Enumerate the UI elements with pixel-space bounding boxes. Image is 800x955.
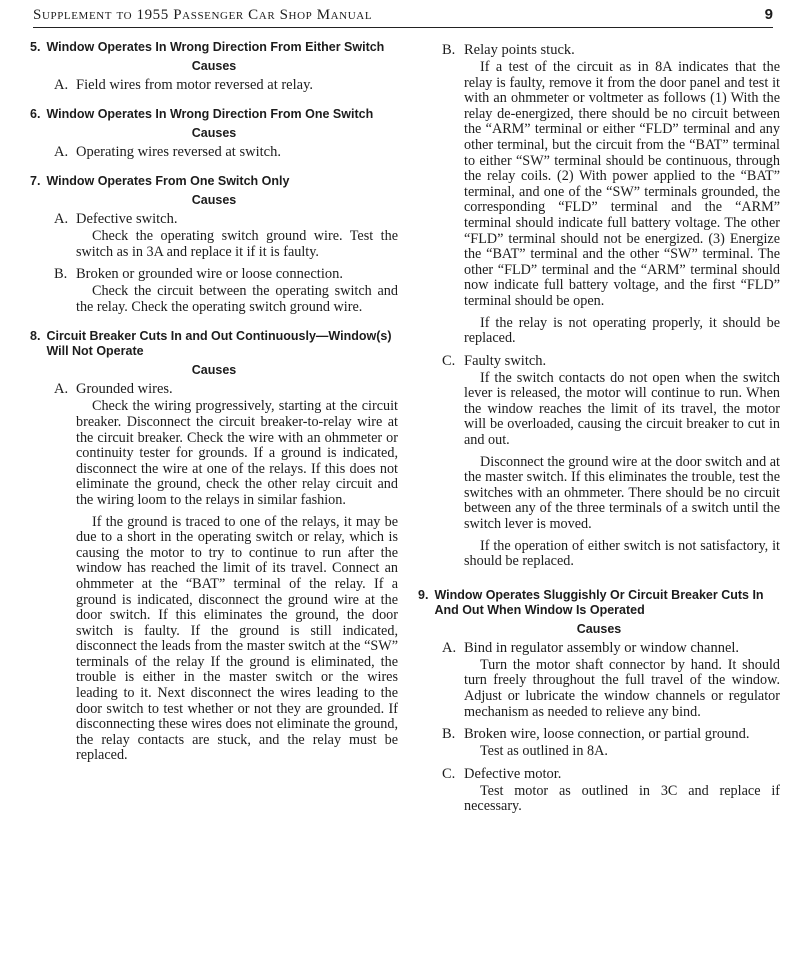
section-heading <box>30 174 398 189</box>
cause-item <box>30 266 398 315</box>
cause-letter: A. <box>54 381 69 398</box>
cause-text: Faulty switch. <box>464 352 547 369</box>
cause-letter: A. <box>442 639 457 656</box>
cause-text: Field wires from motor reversed at relay. <box>76 77 314 93</box>
cause-heading <box>418 353 780 369</box>
section-title: Window Operates From One Switch Only <box>46 174 290 188</box>
body-paragraph: Check the operating switch ground wire. Test the switch as in 3A and replace it if it is faulty. <box>76 228 398 260</box>
cause-letter: B. <box>442 42 456 58</box>
cause-heading <box>30 266 398 282</box>
cause-text: Defective switch. <box>76 211 178 227</box>
cause-letter: C. <box>442 765 456 782</box>
section-number: 7. <box>30 174 41 188</box>
causes-label: Causes <box>191 59 237 73</box>
section-title: Window Operates Sluggishly Or Circuit Breaker Cuts In And Out When Window Is Operated <box>434 587 764 617</box>
cause-heading <box>30 211 398 227</box>
cause-letter: A. <box>54 77 69 93</box>
body-paragraph: Test as outlined in 8A. <box>480 743 608 760</box>
running-title: Supplement to 1955 Passenger Car Shop Manual <box>33 7 373 23</box>
cause-text: Operating wires reversed at switch. <box>76 144 281 160</box>
body-paragraph: If the switch contacts do not open when the switch lever is released, the motor will continue to run. When the window reaches the limit of its travel, the motor will be overloaded, causing the circuit breaker to cut in and out. <box>464 369 780 449</box>
cause-item <box>418 42 780 347</box>
page-header <box>33 5 773 28</box>
cause-heading <box>418 640 780 656</box>
cause-heading <box>418 726 780 742</box>
section-heading <box>30 40 398 55</box>
section-5 <box>30 40 398 93</box>
body-paragraph: If the operation of either switch is not satisfactory, it should be replaced. <box>464 537 780 570</box>
body-paragraph: If a test of the circuit as in 8A indicates that the relay is faulty, remove it from the door panel and test it with an ohmmeter or voltmeter as follows (1) With the relay de-energized, there should be no circuit between the “ARM” terminal or either “FLD” terminal and any other terminal, but the circuit from the “BAT” terminal to either “SW” terminal should be continuous, through the relay coils. (2) With power applied to the “BAT” terminal, and one of the “SW” terminals grounded, the corresponding “FLD” terminal and the “ARM” terminal should indicate full battery voltage. The other “FLD” terminal should not be energized. (3) Energize the “BAT” terminal and the other “SW” terminal. The other “FLD” terminal and the “ARM” terminal should now indicate full battery voltage, and the first “FLD” terminal should be open. <box>464 59 780 309</box>
body-paragraph: If the relay is not operating properly, it should be replaced. <box>464 314 780 347</box>
cause-letter: B. <box>442 726 456 743</box>
section-number: 6. <box>30 107 41 121</box>
section-number: 5. <box>30 40 41 54</box>
cause-item <box>418 766 780 815</box>
body-paragraph: Disconnect the ground wire at the door switch and at the master switch. If this eliminates the trouble, test the switches with an ohmmeter. There should be no circuit between any of the three terminals of a switch until the switch lever is moved. <box>464 453 780 533</box>
cause-text: Broken or grounded wire or loose connection. <box>76 266 343 283</box>
cause-heading <box>30 77 398 93</box>
cause-item <box>418 726 780 760</box>
causes-label: Causes <box>191 363 237 378</box>
section-9 <box>418 588 780 815</box>
section-heading <box>30 107 398 122</box>
cause-item <box>30 381 398 764</box>
cause-text: Broken wire, loose connection, or partial ground. <box>464 726 750 743</box>
cause-heading <box>418 42 780 58</box>
section-title: Circuit Breaker Cuts In and Out Continuously—Window(s) Will Not Operate <box>46 329 392 359</box>
causes-label: Causes <box>191 126 237 140</box>
section-7 <box>30 174 398 315</box>
body-paragraph: If the ground is traced to one of the relays, it may be due to a short in the operating switch or relay, which is causing the motor to try to continue to run after the window has reached the limit of its travel. Connect an ohmmeter at the “BAT” terminal of the relay. If a ground is indicated, disconnect the ground wire at the door switch. If this eliminates the ground, the door switch is faulty. If the ground is still indicated, disconnect the leads from the master switch at the “SW” terminals of the relay If the ground is eliminated, the trouble is either in the master switch or the wires leading to it. Next disconnect the wires leading to the door switch to test whether or not they are grounded. If disconnecting these wires does not eliminate the ground, the relay contacts are stuck, and the relay must be replaced. <box>76 513 398 764</box>
body-paragraph: Check the wiring progressively, starting at the circuit breaker. Disconnect the circuit breaker-to-relay wire at the circuit breaker. Check the wire with an ohmmeter or continuity tester for grounds. If a ground is indicated, disconnect the wire at one of the relays. If this does not eliminate the ground, check the other relay circuit and the wiring loom to the relays in similar fashion. <box>76 398 398 508</box>
section-heading <box>418 588 780 618</box>
section-number: 8. <box>30 329 41 344</box>
cause-text: Defective motor. <box>464 765 562 782</box>
page-number: 9 <box>764 6 773 23</box>
cause-text: Grounded wires. <box>76 381 173 398</box>
body-paragraph: Test motor as outlined in 3C and replace if necessary. <box>464 782 780 815</box>
cause-letter: A. <box>54 211 69 227</box>
section-6 <box>30 107 398 160</box>
cause-letter: B. <box>54 266 68 283</box>
cause-item <box>418 353 780 570</box>
left-column <box>30 40 398 778</box>
cause-text: Relay points stuck. <box>464 42 575 58</box>
cause-item <box>30 77 398 93</box>
cause-letter: A. <box>54 144 69 160</box>
section-heading <box>30 329 398 359</box>
causes-label: Causes <box>191 193 237 207</box>
causes-label: Causes <box>576 621 622 636</box>
cause-item <box>30 211 398 260</box>
section-8 <box>30 329 398 764</box>
cause-item <box>418 640 780 720</box>
cause-heading <box>418 766 780 782</box>
cause-heading <box>30 144 398 160</box>
cause-item <box>30 144 398 160</box>
cause-text: Bind in regulator assembly or window channel. <box>464 639 740 656</box>
section-title: Window Operates In Wrong Direction From One Switch <box>46 107 374 121</box>
right-column <box>418 40 780 829</box>
cause-letter: C. <box>442 352 456 369</box>
body-paragraph: Check the circuit between the operating switch and the relay. Check the operating switch ground wire. <box>76 283 398 315</box>
body-paragraph: Turn the motor shaft connector by hand. It should turn freely throughout the full travel of the window. Adjust or lubricate the window channels or regulator mechanism as needed to relieve any bind. <box>464 656 780 720</box>
section-number: 9. <box>418 587 429 602</box>
section-title: Window Operates In Wrong Direction From Either Switch <box>46 40 385 54</box>
cause-heading <box>30 381 398 397</box>
